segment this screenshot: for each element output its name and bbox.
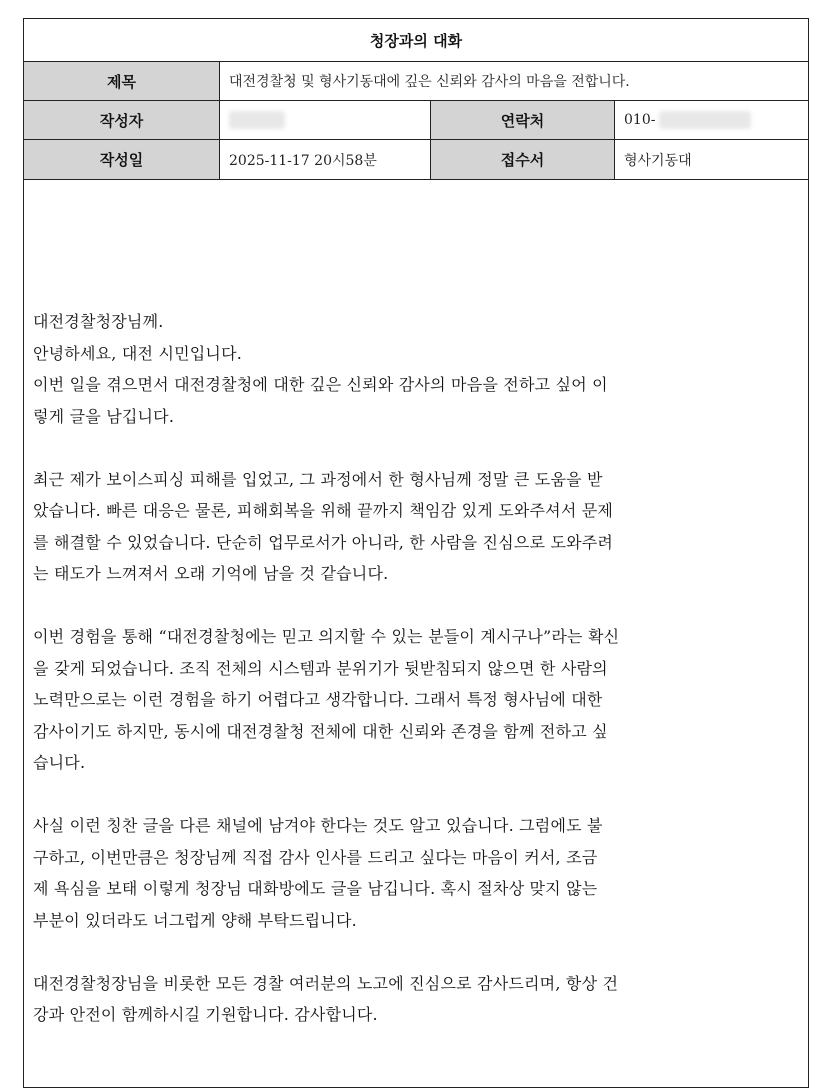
body-line: 를 해결할 수 있었습니다. 단순히 업무로서가 아니라, 한 사람을 진심으로 도와주려: [33, 532, 614, 552]
body-line: 았습니다. 빠른 대응은 물론, 피해회복을 위해 끝까지 책임감 있게 도와주셔서 문제: [33, 501, 614, 520]
contact-value-text: 010-: [624, 112, 656, 128]
paragraph-gap: [33, 936, 794, 968]
subject-value: 대전경찰청 및 형사기동대에 깊은 신뢰와 감사의 마음을 전합니다.: [229, 74, 630, 90]
paragraph-gap: [33, 779, 794, 811]
paragraph-gap: [33, 590, 794, 622]
date-row: [24, 140, 808, 180]
receiver-label: 접수서: [431, 140, 615, 179]
body-line: 을 갖게 되었습니다. 조직 전체의 시스템과 분위기가 뒷받침되지 않으면 한 사람의: [33, 658, 608, 678]
date-value: 2025-11-17 20시58분: [220, 140, 431, 179]
body-line: 감사이기도 하지만, 동시에 대전경찰청 전체에 대한 신뢰와 존경을 함께 전하고 싶: [33, 721, 608, 741]
body-line: 노력만으로는 이런 경험을 하기 어렵다고 생각합니다. 그래서 특정 형사님에 대한: [33, 690, 603, 709]
body-line: 부분이 있더라도 너그럽게 양해 부탁드립니다.: [33, 910, 357, 930]
body-line: 구하고, 이번만큼은 청장님께 직접 감사 인사를 드리고 싶다는 마음이 커서, 조금: [33, 847, 598, 867]
receiver-value: 형사기동대: [624, 152, 692, 169]
body-line: 이번 일을 겪으면서 대전경찰청에 대한 깊은 신뢰와 감사의 마음을 전하고 싶어 이: [33, 375, 608, 394]
letter-document: [23, 18, 809, 1088]
body-line: 안녕하세요, 대전 시민입니다.: [33, 343, 243, 363]
paragraph-gap: [33, 432, 794, 464]
contact-value: [615, 101, 808, 139]
author-row: [24, 101, 808, 140]
author-label: 작성자: [24, 101, 220, 139]
subject-label: 제목: [24, 62, 220, 100]
body-line: 제 욕심을 보태 이렇게 청장님 대화방에도 글을 남깁니다. 혹시 절차상 맞지 않는: [33, 879, 598, 898]
body-line: 습니다.: [33, 753, 86, 772]
body-line: 대전경찰청장님을 비롯한 모든 경찰 여러분의 노고에 진심으로 감사드리며, 항상 건: [33, 973, 619, 993]
body-line: 렇게 글을 남깁니다.: [33, 406, 175, 426]
document-title: 청장과의 대화: [24, 19, 808, 62]
body-line: 는 태도가 느껴져서 오래 기억에 남을 것 같습니다.: [33, 564, 389, 583]
author-value: [220, 101, 431, 139]
body-line: 이번 경험을 통해 “대전경찰청에는 믿고 의지할 수 있는 분들이 계시구나”라는 확신: [33, 627, 620, 646]
body-line: 대전경찰청장님께.: [33, 312, 164, 331]
contact-label: 연락처: [431, 101, 615, 139]
subject-row: [24, 62, 808, 101]
date-label: 작성일: [24, 140, 220, 179]
body-line: 강과 안전이 함께하시길 기원합니다. 감사합니다.: [33, 1005, 378, 1024]
redacted-name-blur: [229, 111, 285, 129]
redacted-phone-blur: [659, 111, 751, 129]
body-line: 사실 이런 칭찬 글을 다른 채널에 남겨야 한다는 것도 알고 있습니다. 그럼에도 불: [33, 816, 603, 835]
letter-body: [33, 306, 794, 1031]
body-line: 최근 제가 보이스피싱 피해를 입었고, 그 과정에서 한 형사님께 정말 큰 도움을 받: [33, 469, 603, 489]
